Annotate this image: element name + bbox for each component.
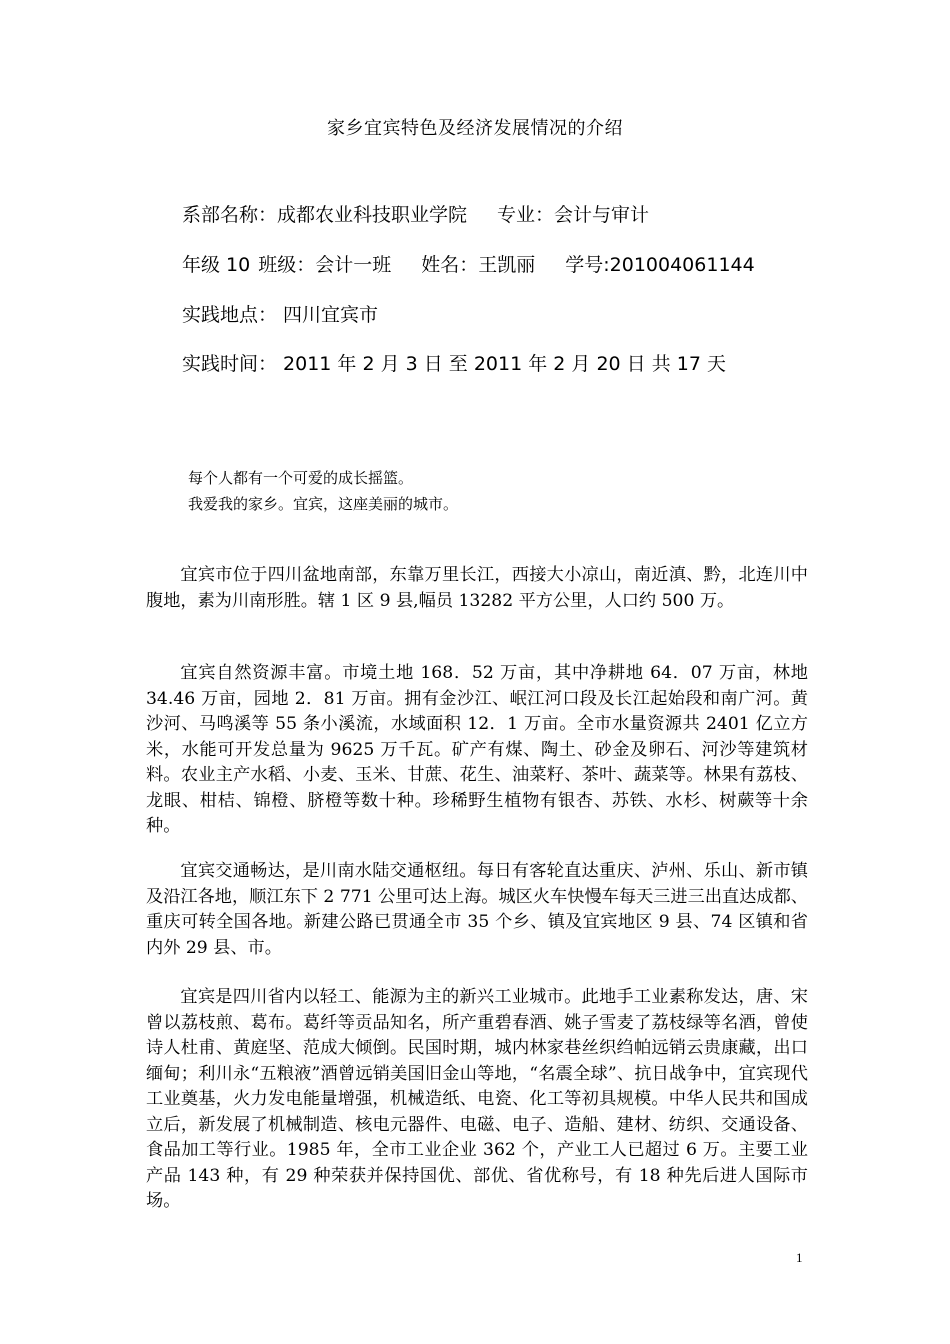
location-field: 实践地点： 四川宜宾市 bbox=[182, 304, 379, 326]
name-field: 姓名：王凯丽 bbox=[421, 254, 536, 276]
time-field: 实践时间： 2011 年 2 月 3 日 至 2011 年 2 月 20 日 共 17 天 bbox=[182, 353, 726, 375]
paragraph-location: 宜宾市位于四川盆地南部，东靠万里长江，西接大小凉山，南近滇、黔，北连川中腹地，素为川南形胜。辖 1 区 9 县,幅员 13282 平方公里，人口约 500 万。 bbox=[146, 565, 808, 611]
page-number: 1 bbox=[796, 1250, 803, 1265]
class-field: 班级：会计一班 bbox=[258, 254, 392, 276]
department-field: 系部名称：成都农业科技职业学院 bbox=[182, 204, 468, 226]
student-id-field: 学号:201004061144 bbox=[565, 254, 755, 276]
document-title: 家乡宜宾特色及经济发展情况的介绍 bbox=[327, 118, 623, 139]
paragraph-transport: 宜宾交通畅达，是川南水陆交通枢纽。每日有客轮直达重庆、泸州、乐山、新市镇及沿江各地，顺江东下 2 771 公里可达上海。城区火车快慢车每天三进三出直达成都、重庆可转全国各地。新建公路已贯通全市 35 个乡、镇及宜宾地区 9 县、74 区镇和省内外 29 县、市。 bbox=[146, 861, 808, 958]
quote-line: 每个人都有一个可爱的成长摇篮。 bbox=[188, 469, 414, 487]
quote-line: 我爱我的家乡。宜宾，这座美丽的城市。 bbox=[188, 495, 459, 513]
paragraph-industry: 宜宾是四川省内以轻工、能源为主的新兴工业城市。此地手工业素称发达，唐、宋曾以荔枝煎、葛布。葛纤等贡品知名，所产重碧春酒、姚子雪麦了荔枝绿等名酒，曾使诗人杜甫、黄庭坚、范成大倾倒。民国时期，城内林家巷丝织绉帕远销云贵康藏，出口缅甸；利川永“五粮液”酒曾远销美国旧金山等地，“名震全球”、抗日战争中，宜宾现代工业奠基，火力发电能量增强，机械造纸、电瓷、化工等初具规模。中华人民共和国成立后，新发展了机械制造、核电元器件、电磁、电子、造船、建材、纺织、交通设备、食品加工等行业。1985 年，全市工业企业 362 个，产业工人已超过 6 万。主要工业产品 143 种，有 29 种荣获并保持国优、部优、省优称号，有 18 种先后进人国际市场。 bbox=[146, 987, 808, 1211]
major-field: 专业：会计与审计 bbox=[497, 204, 650, 226]
paragraph-resources: 宜宾自然资源丰富。市境土地 168．52 万亩，其中净耕地 64．07 万亩，林地 34.46 万亩，园地 2．81 万亩。拥有金沙江、岷江河口段及长江起始段和南广河。黄沙河、马鸣溪等 55 条小溪流，水域面积 12．1 万亩。全市水量资源共 2401 亿立方米，水能可开发总量为 9625 万千瓦。矿产有煤、陶土、砂金及卵石、河沙等建筑材料。农业主产水稻、小麦、玉米、甘蔗、花生、油菜籽、茶叶、蔬菜等。林果有荔枝、龙眼、柑桔、锦橙、脐橙等数十种。珍稀野生植物有银杏、苏铁、水杉、树蕨等十余种。 bbox=[146, 663, 808, 836]
grade-field: 年级 10 bbox=[182, 254, 251, 276]
info-line-department bbox=[182, 200, 649, 227]
info-line-student bbox=[182, 250, 755, 277]
